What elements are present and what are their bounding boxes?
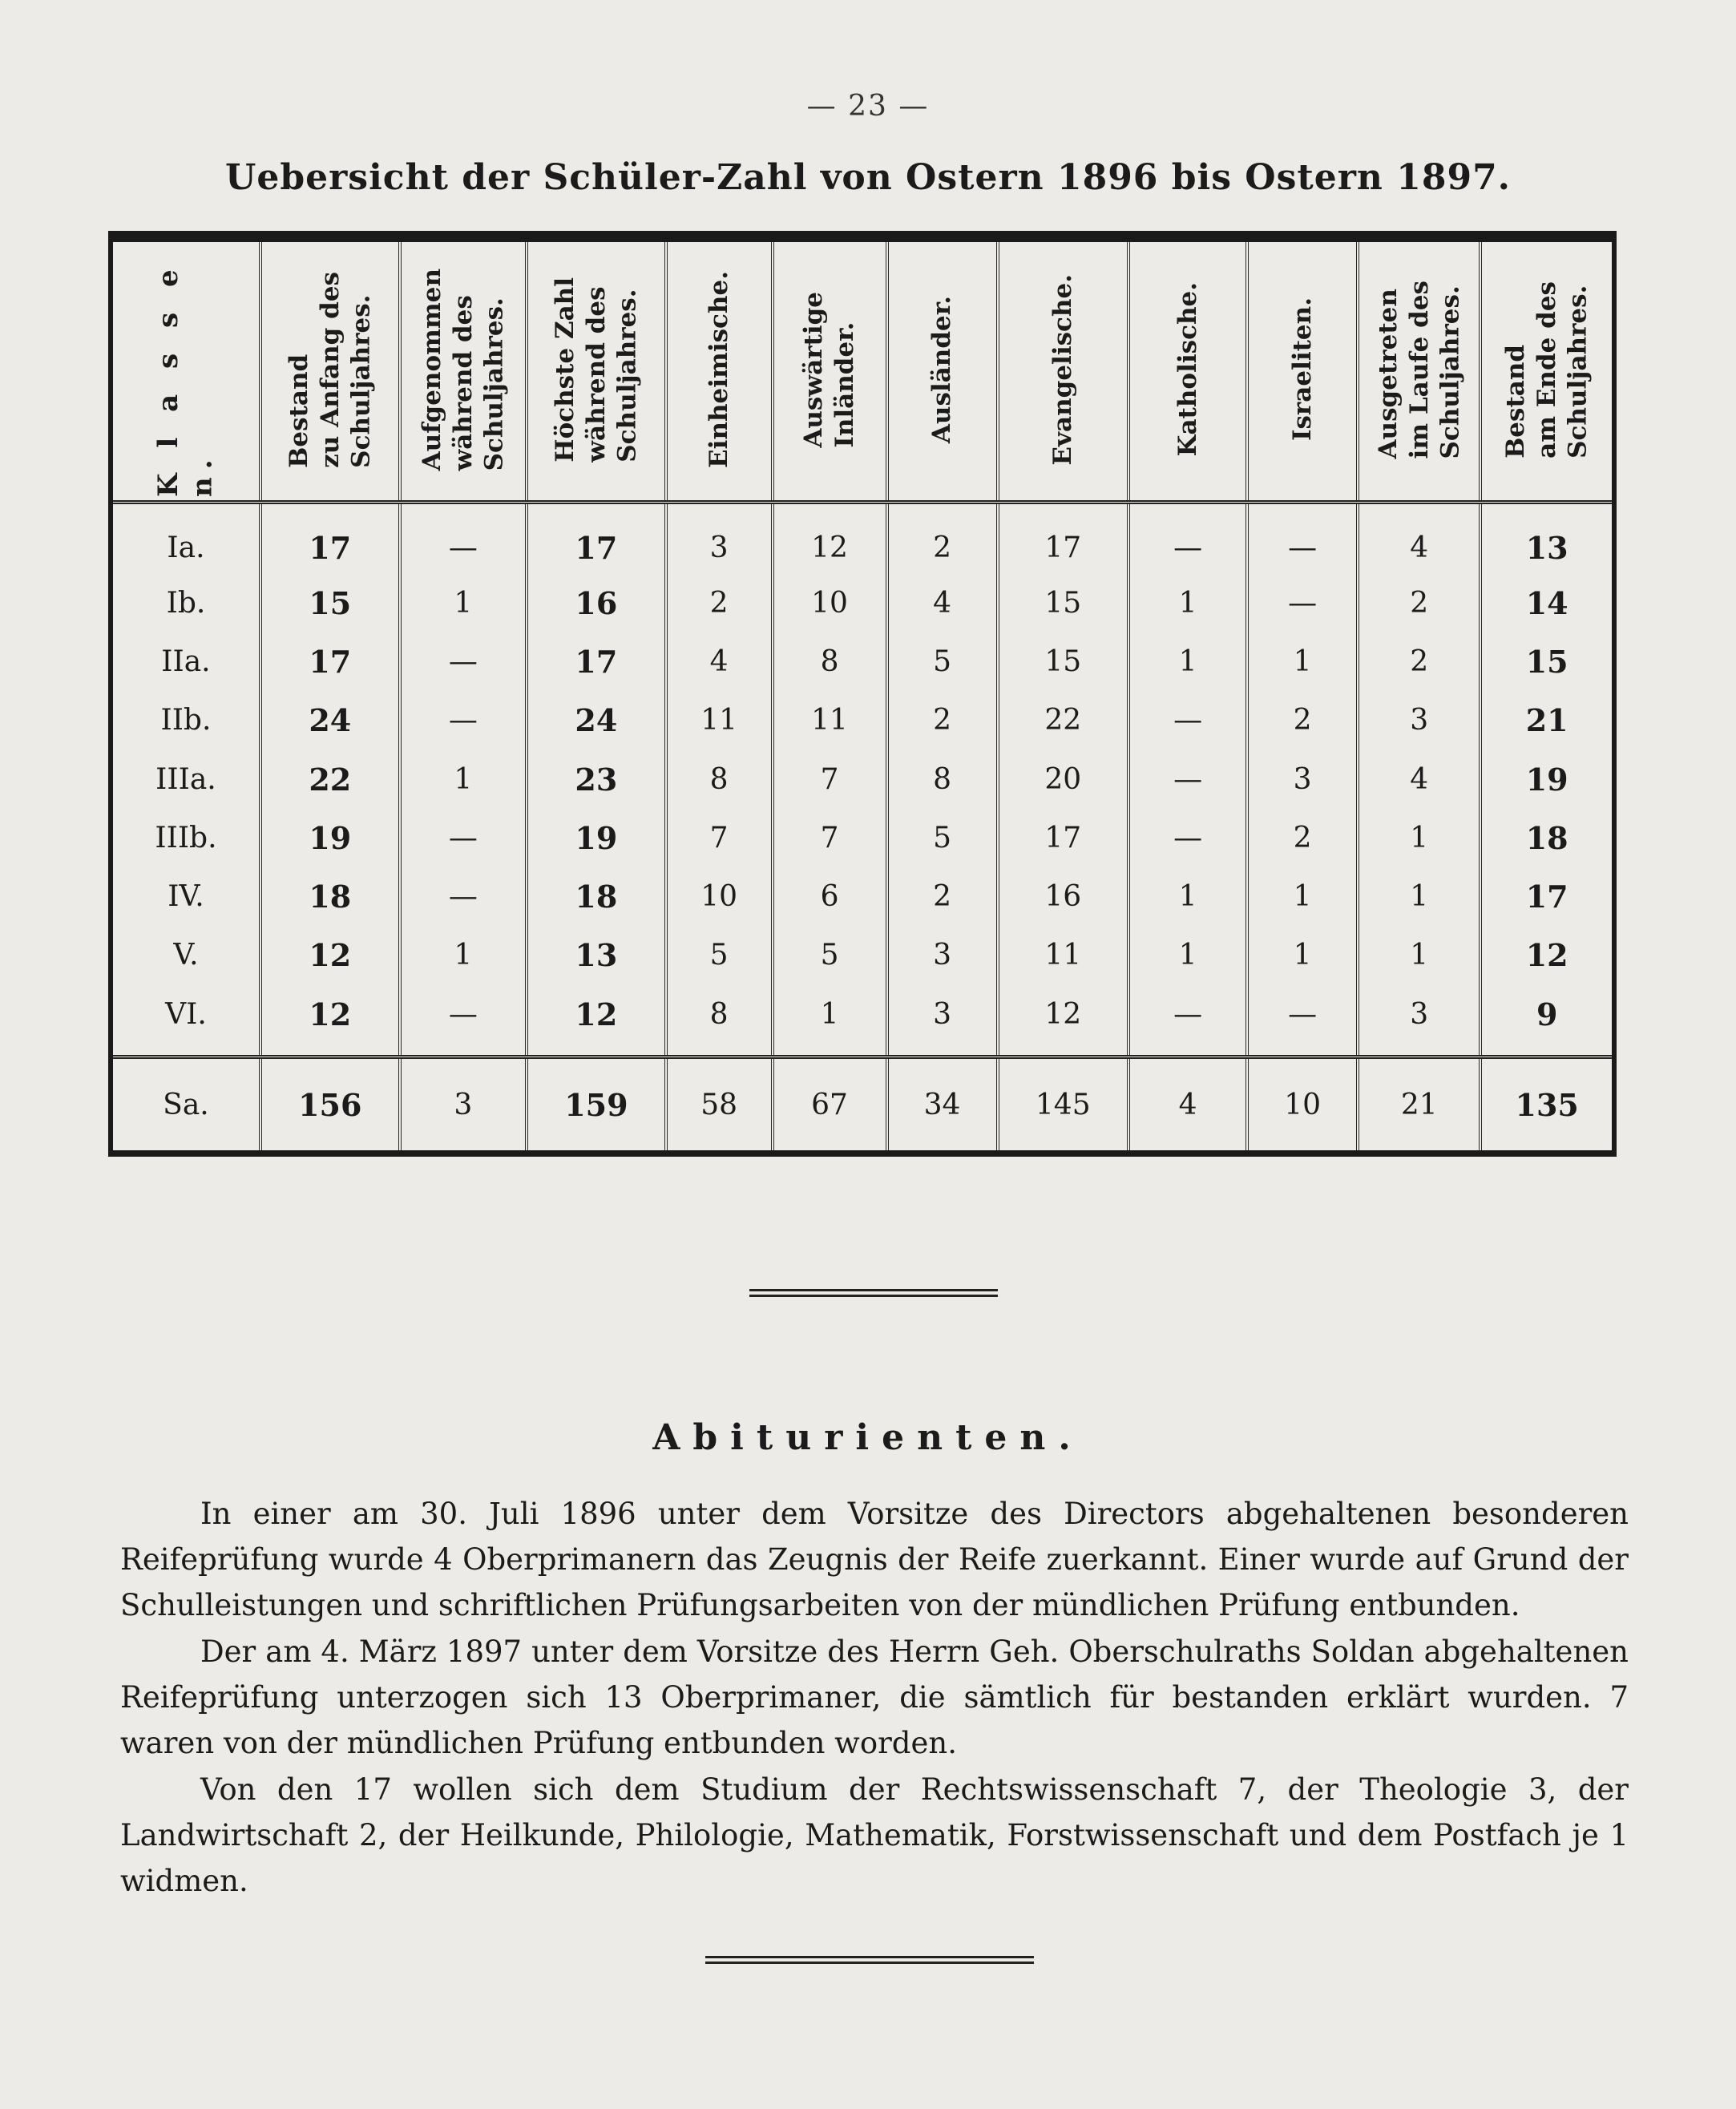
table-cell: 13 — [1480, 503, 1612, 574]
table-cell: 7 — [773, 750, 887, 809]
table-cell: 17 — [527, 632, 666, 691]
class-cell: Ib. — [166, 586, 206, 620]
header-cell — [400, 242, 527, 503]
table-cell: 1 — [400, 926, 527, 984]
sum-cell: 135 — [1480, 1057, 1612, 1150]
table-cell: 24 — [260, 691, 400, 749]
table-cell: 7 — [773, 809, 887, 867]
header-protestants: Evangelische. — [1048, 273, 1077, 466]
table-cell: 10 — [773, 574, 887, 632]
class-cell: IIa. — [161, 645, 211, 679]
table-cell: 19 — [1480, 750, 1612, 809]
table-cell: 4 — [887, 574, 998, 632]
header-cell — [887, 242, 998, 503]
table-row — [113, 985, 1612, 1057]
table-cell: 10 — [666, 867, 773, 926]
table-cell: 14 — [1480, 574, 1612, 632]
header-israelites: Israeliten. — [1287, 297, 1317, 442]
table-cell: 19 — [260, 809, 400, 867]
table-cell: 1 — [400, 574, 527, 632]
table-cell: 1 — [1247, 867, 1358, 926]
table-row — [113, 867, 1612, 926]
table-cell: 18 — [1480, 809, 1612, 867]
table-cell: 12 — [1480, 926, 1612, 984]
table-cell: — — [400, 632, 527, 691]
table-cell: — — [400, 985, 527, 1057]
table-cell: 1 — [1128, 574, 1247, 632]
class-cell: V. — [173, 939, 199, 972]
table-cell: 12 — [773, 503, 887, 574]
header-cell — [1128, 242, 1247, 503]
table-cell: 17 — [527, 503, 666, 574]
sum-cell: 159 — [527, 1057, 666, 1150]
table-cell: 17 — [998, 809, 1128, 867]
table-cell: 12 — [260, 985, 400, 1057]
sum-cell: 156 — [260, 1057, 400, 1150]
table-cell: — — [1247, 574, 1358, 632]
table-row — [113, 750, 1612, 809]
table-cell: 18 — [527, 867, 666, 926]
class-cell: IV. — [168, 880, 204, 914]
page-number: — 23 — — [806, 90, 930, 123]
table-cell: 13 — [527, 926, 666, 984]
header-cell — [113, 242, 260, 503]
paragraph: In einer am 30. Juli 1896 unter dem Vorsitze des Directors abgehaltenen besonderen Reifeprüfung wurde 4 Oberprimanern das Zeugnis der Reife zuerkannt. Einer wurde auf Grund der Schulleistungen und schriftlichen Prüfungsarbeiten von der mündlichen Prüfung entbunden. — [120, 1497, 1629, 1622]
table-cell: 5 — [887, 809, 998, 867]
sum-cell: 145 — [998, 1057, 1128, 1150]
sum-label: Sa. — [113, 1057, 260, 1150]
table-cell: 17 — [1480, 867, 1612, 926]
paragraph: Von den 17 wollen sich dem Studium der Rechtswissenschaft 7, der Theologie 3, der Landwirtschaft 2, der Heilkunde, Philologie, Mathematik, Forstwissenschaft und dem Postfach je 1 widmen. — [120, 1772, 1629, 1898]
table-cell: 8 — [666, 985, 773, 1057]
table-cell: 1 — [1358, 867, 1480, 926]
table-cell: 1 — [1128, 867, 1247, 926]
sum-cell: 34 — [887, 1057, 998, 1150]
table-cell: 3 — [887, 985, 998, 1057]
table-cell: 18 — [260, 867, 400, 926]
header-cell — [1358, 242, 1480, 503]
table-cell: 11 — [666, 691, 773, 749]
header-cell — [260, 242, 400, 503]
table-cell: 1 — [1128, 632, 1247, 691]
table-row — [113, 809, 1612, 867]
table-cell: 12 — [998, 985, 1128, 1057]
table-cell: 17 — [260, 503, 400, 574]
table-cell: 8 — [773, 632, 887, 691]
table-row — [113, 691, 1612, 749]
table-cell: 3 — [1358, 985, 1480, 1057]
table-cell: 7 — [666, 809, 773, 867]
table-cell: 1 — [1247, 632, 1358, 691]
table-row — [113, 926, 1612, 984]
header-domestic-external: Auswärtige Inländer. — [799, 291, 860, 448]
sum-cell: 67 — [773, 1057, 887, 1150]
header-cell — [666, 242, 773, 503]
sum-cell: 21 — [1358, 1057, 1480, 1150]
section-title-abiturienten: Abiturienten. — [652, 1417, 1084, 1458]
table-row — [113, 503, 1612, 574]
table-cell: 1 — [1247, 926, 1358, 984]
table-cell: 9 — [1480, 985, 1612, 1057]
header-admitted: Aufgenommen während des Schuljahres. — [417, 268, 509, 471]
table-cell: — — [1128, 750, 1247, 809]
table-cell: — — [1247, 503, 1358, 574]
table-cell: 24 — [527, 691, 666, 749]
table-cell: 15 — [260, 574, 400, 632]
table-cell: 1 — [400, 750, 527, 809]
table-cell: — — [1128, 985, 1247, 1057]
table-cell: 3 — [1247, 750, 1358, 809]
table-cell: 6 — [773, 867, 887, 926]
table-cell: — — [1128, 503, 1247, 574]
sum-cell: 58 — [666, 1057, 773, 1150]
class-cell: IIIa. — [155, 762, 216, 796]
table-cell: 12 — [527, 985, 666, 1057]
table-cell: 3 — [666, 503, 773, 574]
table-row — [113, 632, 1612, 691]
table-cell: 3 — [1358, 691, 1480, 749]
table-cell: 15 — [998, 632, 1128, 691]
table-cell: — — [400, 867, 527, 926]
table-cell: 5 — [666, 926, 773, 984]
table-cell: 8 — [887, 750, 998, 809]
table-cell: 4 — [1358, 503, 1480, 574]
header-classes: K l a s s e n. — [152, 261, 219, 497]
table-cell: 11 — [773, 691, 887, 749]
paragraph: Der am 4. März 1897 unter dem Vorsitze des Herrn Geh. Oberschulraths Soldan abgehaltenen Reifeprüfung unterzogen sich 13 Oberprimaner, die sämtlich für bestanden erklärt wurden. 7 waren von der mündlichen Prüfung entbunden worden. — [120, 1634, 1629, 1760]
class-cell: Ia. — [167, 531, 205, 564]
table-cell: 2 — [887, 691, 998, 749]
sum-row — [113, 1057, 1612, 1150]
divider-rule — [749, 1289, 998, 1297]
table-cell: 12 — [260, 926, 400, 984]
table-cell: 2 — [1358, 574, 1480, 632]
table-row — [113, 574, 1612, 632]
table-cell: — — [400, 691, 527, 749]
table-cell: — — [400, 809, 527, 867]
header-row — [113, 242, 1612, 503]
table-cell: — — [1247, 985, 1358, 1057]
table-cell: 3 — [887, 926, 998, 984]
page-title: Uebersicht der Schüler-Zahl von Ostern 1896 bis Ostern 1897. — [225, 157, 1511, 198]
table-cell: 21 — [1480, 691, 1612, 749]
table-cell: 15 — [998, 574, 1128, 632]
table-cell: 11 — [998, 926, 1128, 984]
table-cell: 5 — [887, 632, 998, 691]
table-cell: 4 — [666, 632, 773, 691]
table-cell: 1 — [1128, 926, 1247, 984]
table-cell: 2 — [887, 867, 998, 926]
class-cell: IIIb. — [155, 821, 217, 855]
header-cell — [1247, 242, 1358, 503]
class-cell: IIb. — [160, 704, 212, 737]
table-cell: 5 — [773, 926, 887, 984]
table-cell: — — [1128, 691, 1247, 749]
table-cell: 17 — [998, 503, 1128, 574]
header-cell — [773, 242, 887, 503]
table-cell: 1 — [1358, 926, 1480, 984]
sum-cell: 3 — [400, 1057, 527, 1150]
table-cell: 16 — [998, 867, 1128, 926]
table-cell: 22 — [998, 691, 1128, 749]
header-withdrawn: Ausgetreten im Laufe des Schuljahres. — [1373, 280, 1465, 459]
header-locals: Einheimische. — [704, 271, 733, 468]
table-cell: 2 — [1247, 691, 1358, 749]
header-end-count: Bestand am Ende des Schuljahres. — [1501, 281, 1593, 459]
class-cell: VI. — [165, 997, 207, 1031]
table-cell: 20 — [998, 750, 1128, 809]
header-start-count: Bestand zu Anfang des Schuljahres. — [284, 271, 376, 468]
header-catholics: Katholische. — [1173, 282, 1202, 457]
table-cell: 2 — [1358, 632, 1480, 691]
student-count-table — [108, 231, 1617, 1157]
header-cell — [998, 242, 1128, 503]
table-cell: 1 — [1358, 809, 1480, 867]
header-max-count: Höchste Zahl während des Schuljahres. — [550, 277, 642, 463]
table-cell: 2 — [887, 503, 998, 574]
header-foreigners: Ausländer. — [927, 295, 957, 444]
table-cell: — — [1128, 809, 1247, 867]
table-cell: 8 — [666, 750, 773, 809]
table-cell: 19 — [527, 809, 666, 867]
header-cell — [527, 242, 666, 503]
sum-cell: 10 — [1247, 1057, 1358, 1150]
sum-cell: 4 — [1128, 1057, 1247, 1150]
table-cell: 17 — [260, 632, 400, 691]
table-cell: 15 — [1480, 632, 1612, 691]
table-cell: 4 — [1358, 750, 1480, 809]
table-cell: 2 — [666, 574, 773, 632]
table-cell: 23 — [527, 750, 666, 809]
table-cell: 22 — [260, 750, 400, 809]
stats-table — [113, 242, 1612, 1150]
table-cell: 16 — [527, 574, 666, 632]
table-cell: 2 — [1247, 809, 1358, 867]
table-cell: 1 — [773, 985, 887, 1057]
header-cell — [1480, 242, 1612, 503]
divider-rule — [705, 1956, 1034, 1964]
table-cell: — — [400, 503, 527, 574]
